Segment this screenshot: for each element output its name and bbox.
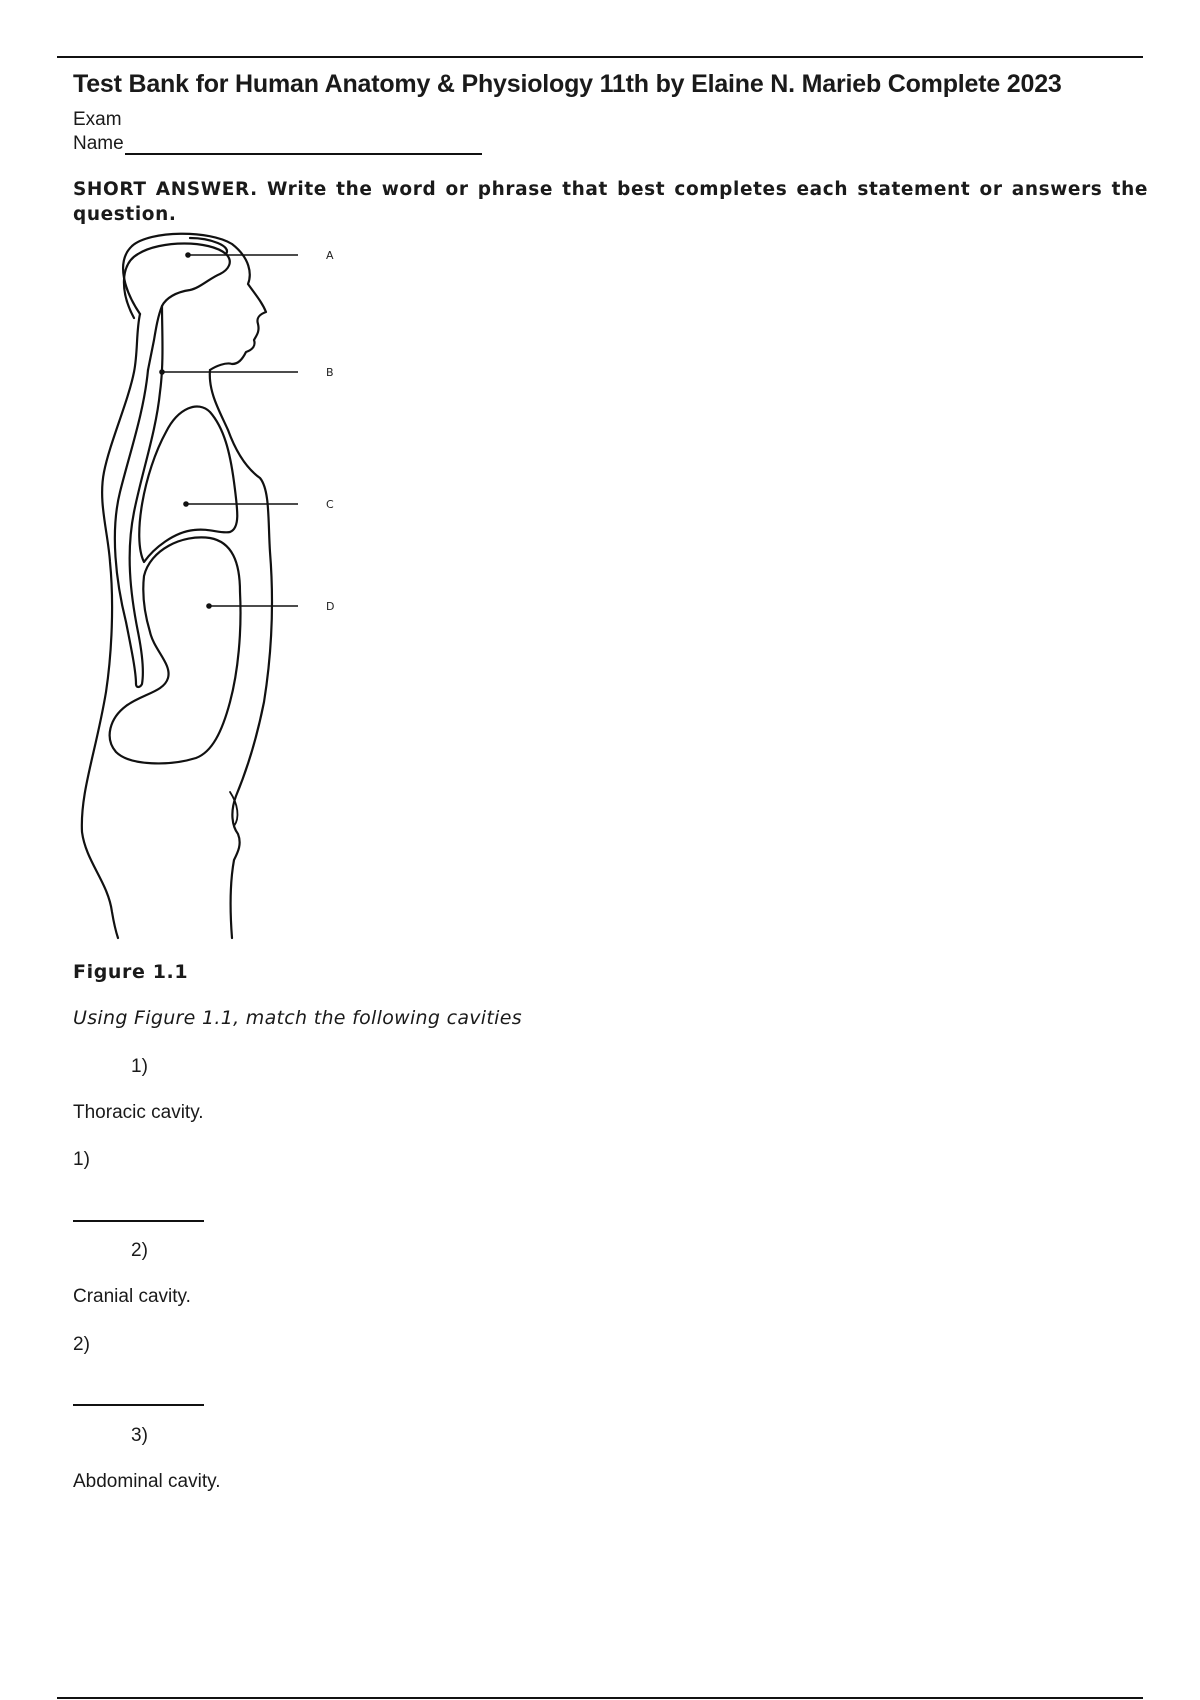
answer-blank-line[interactable] <box>73 1220 204 1222</box>
question-number: 2) <box>131 1240 148 1261</box>
figure-caption: Figure 1.1 <box>73 961 189 983</box>
question-text: Thoracic cavity. <box>73 1102 204 1123</box>
answer-number: 2) <box>73 1334 90 1355</box>
head-outline <box>123 234 266 370</box>
exam-label: Exam <box>73 109 122 130</box>
answer-blank-line[interactable] <box>73 1404 204 1406</box>
body-cavities-figure <box>70 232 370 944</box>
figure-label-c: C <box>326 498 334 511</box>
back-outline <box>82 314 140 938</box>
figure-label-d: D <box>326 600 335 613</box>
name-label: Name <box>73 133 124 154</box>
question-number: 3) <box>131 1425 148 1446</box>
top-rule <box>57 56 1143 58</box>
name-field <box>73 132 482 155</box>
name-blank-line[interactable] <box>125 132 482 155</box>
cranial-cavity <box>124 244 230 371</box>
question-prompt: Using Figure 1.1, match the following cavities <box>73 1007 522 1029</box>
question-text: Abdominal cavity. <box>73 1471 221 1492</box>
bottom-rule <box>57 1697 1143 1699</box>
figure-label-b: B <box>326 366 334 379</box>
instructions: SHORT ANSWER. Write the word or phrase that best completes each statement or answers the question. <box>73 179 1148 225</box>
answer-number: 1) <box>73 1149 90 1170</box>
question-text: Cranial cavity. <box>73 1286 191 1307</box>
front-outline <box>210 370 272 938</box>
question-number: 1) <box>131 1056 148 1077</box>
figure-label-a: A <box>326 249 334 262</box>
document-title: Test Bank for Human Anatomy & Physiology 11th by Elaine N. Marieb Complete 2023 <box>73 70 1062 98</box>
